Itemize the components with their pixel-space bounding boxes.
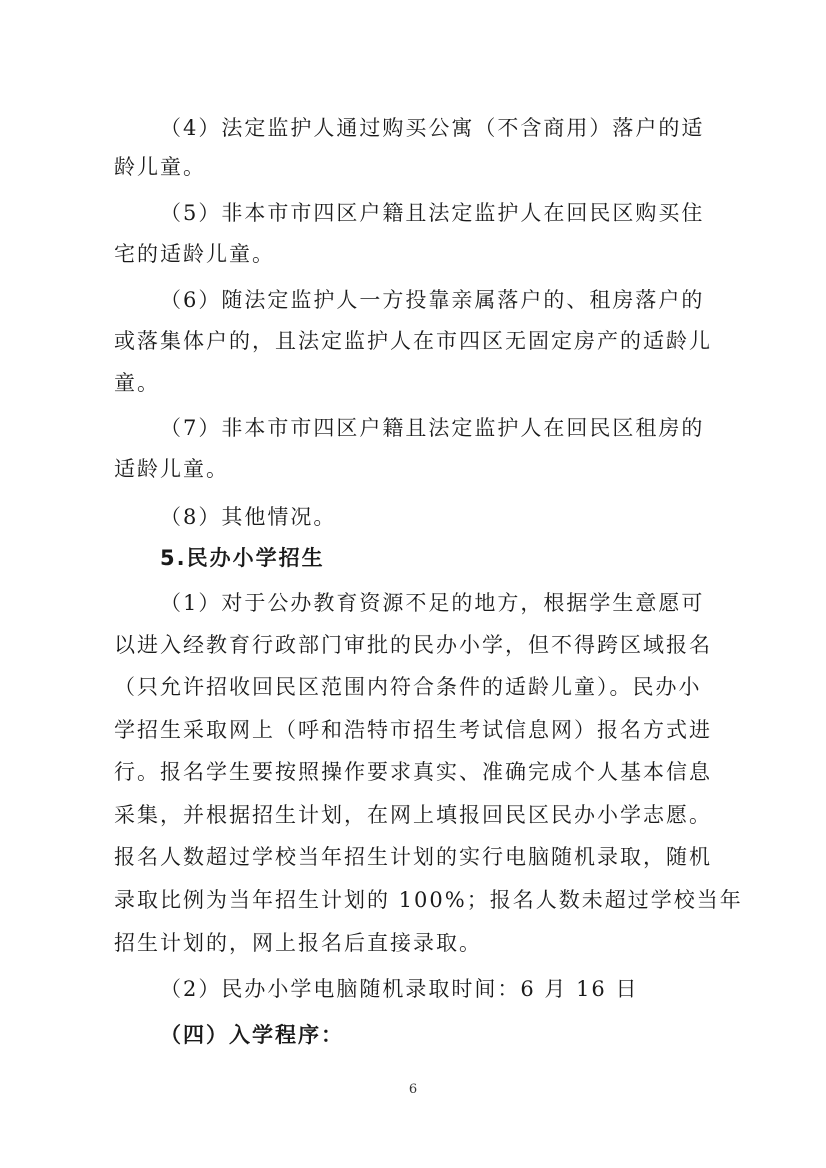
text-line: 以进入经教育行政部门审批的民办小学，但不得跨区域报名: [114, 633, 712, 657]
text-line: 宅的适龄儿童。: [114, 242, 275, 266]
text-line: 采集，并根据招生计划，在网上填报回民区民办小学志愿。: [114, 803, 712, 827]
text-line: （1）对于公办教育资源不足的地方，根据学生意愿可: [160, 591, 705, 615]
text-line: （只允许招收回民区范围内符合条件的适龄儿童）。民办小: [114, 675, 702, 699]
text-line: 龄儿童。: [114, 155, 206, 179]
text-line: 行。报名学生要按照操作要求真实、准确完成个人基本信息: [114, 760, 712, 784]
page-number: 6: [408, 1082, 418, 1097]
text-line: 招生计划的，网上报名后直接录取。: [114, 931, 482, 955]
text-line: （2）民办小学电脑随机录取时间：6 月 16 日: [160, 977, 639, 1001]
text-line: （7）非本市市四区户籍且法定监护人在回民区租房的: [160, 416, 705, 440]
text-line: 录取比例为当年招生计划的 100%；报名人数未超过学校当年: [114, 888, 743, 912]
text-line: 童。: [114, 371, 160, 395]
text-line: （8）其他情况。: [160, 505, 337, 529]
section-heading: （四）入学程序：: [160, 1023, 344, 1047]
section-heading: 5.民办小学招生: [160, 546, 325, 570]
text-line: 报名人数超过学校当年招生计划的实行电脑随机录取，随机: [114, 845, 712, 869]
text-line: （4）法定监护人通过购买公寓（不含商用）落户的适: [160, 116, 705, 140]
text-line: 学招生采取网上（呼和浩特市招生考试信息网）报名方式进: [114, 718, 712, 742]
text-line: （6）随法定监护人一方投靠亲属落户的、租房落户的: [160, 288, 705, 312]
text-line: 适龄儿童。: [114, 457, 229, 481]
text-line: （5）非本市市四区户籍且法定监护人在回民区购买住: [160, 201, 705, 225]
text-line: 或落集体户的，且法定监护人在市四区无固定房产的适龄儿: [114, 329, 712, 353]
